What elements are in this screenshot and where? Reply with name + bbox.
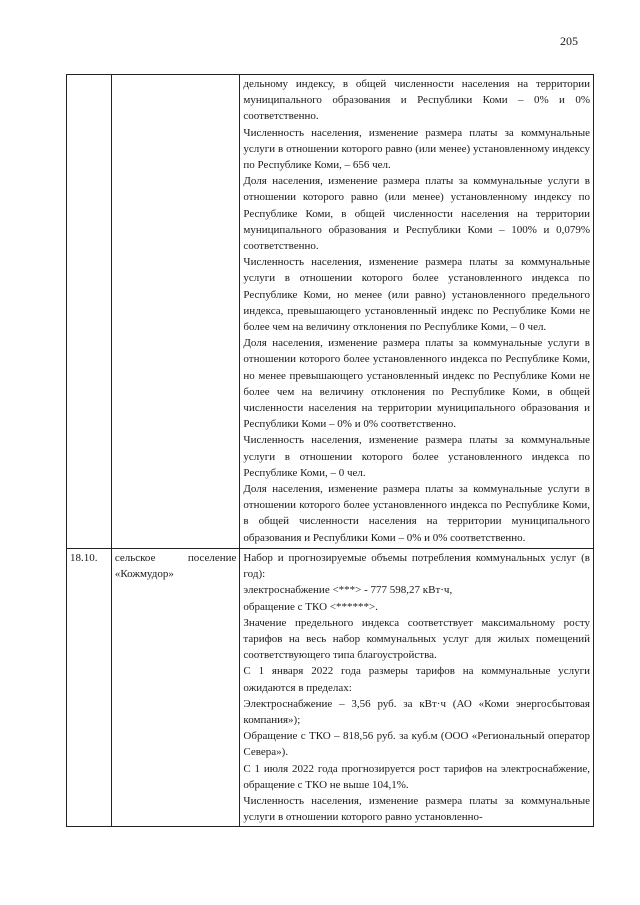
- settlement-type-word: поселение: [187, 552, 237, 564]
- row-number-cell: [67, 549, 112, 827]
- paragraph: Электроснабжение – 3,56 руб. за кВт·ч (АО «Коми энергосбытовая компания»);: [243, 697, 590, 727]
- paragraph: С 1 января 2022 года размеры тарифов на коммунальные услуги ожидаются в пределах:: [243, 665, 590, 694]
- description-cell: [240, 75, 594, 549]
- paragraph: Доля населения, изменение размера платы за коммунальные услуги в отношении которого равно (или менее) установленному индексу по Республике Коми, в общей численности населения на территории муниципального образования и Республики Коми – 100% и 0,079% соответственно.: [243, 175, 590, 253]
- paragraph: электроснабжение <***> - 777 598,27 кВт·ч,: [243, 584, 453, 597]
- page-number: 205: [560, 34, 578, 48]
- paragraph: Доля населения, изменение размера платы за коммунальные услуги в отношении которого более установленного индекса по Республике Коми, но менее превышающего установленный индекс по Республике Коми не более чем на величину отклонения по Республике Коми, в общей численности населения на территории муниципального образования и Республики Коми – 0% и 0% соответственно.: [243, 337, 590, 431]
- settlement-type-word: сельское: [114, 552, 156, 564]
- paragraph: дельному индексу, в общей численности населения на территории муниципального образования и Республики Коми – 0% и 0% соответственно.: [243, 78, 590, 123]
- settlement-name-cell: [111, 549, 240, 827]
- paragraph: С 1 июля 2022 года прогнозируется рост тарифов на электроснабжение, обращение с ТКО не выше 104,1%.: [243, 762, 590, 791]
- paragraph: обращение с ТКО <******>.: [243, 600, 378, 613]
- table-row: [67, 75, 594, 549]
- paragraph: Доля населения, изменение размера платы за коммунальные услуги в отношении которого более установленного индекса по Республике Коми, в общей численности населения на территории муниципального образования и Республики Коми – 0% и 0% соответственно.: [243, 483, 590, 544]
- paragraph: Значение предельного индекса соответствует максимальному росту тарифов на весь набор коммунальных услуг для жилых помещений соответствующего типа благоустройства.: [243, 616, 590, 662]
- paragraph: Численность населения, изменение размера платы за коммунальные услуги в отношении которого равно (или менее) установленному индексу по Республике Коми, – 656 чел.: [243, 126, 590, 172]
- settlement-type: [115, 550, 237, 566]
- row-number: 18.10.: [70, 552, 98, 564]
- row-number-cell: [67, 75, 112, 549]
- document-table: [66, 74, 594, 827]
- paragraph: Численность населения, изменение размера платы за коммунальные услуги в отношении которого более установленного индекса по Республике Коми, но менее (или равно) установленного предельного индекса, превышающего установленный индекс по Республике Коми не более чем на величину отклонения по Республике Коми, – 0 чел.: [243, 256, 590, 334]
- paragraph: Обращение с ТКО – 818,56 руб. за куб.м (ООО «Региональный оператор Севера»).: [243, 730, 590, 759]
- description-cell: [240, 549, 594, 827]
- settlement-name: «Кожмудор»: [114, 568, 174, 581]
- table-row: [67, 549, 594, 827]
- paragraph: Численность населения, изменение размера платы за коммунальные услуги в отношении которого равно установленно-: [243, 795, 590, 824]
- settlement-name-cell: [111, 75, 240, 549]
- paragraph: Набор и прогнозируемые объемы потребления коммунальных услуг (в год):: [243, 552, 590, 581]
- paragraph: Численность населения, изменение размера платы за коммунальные услуги в отношении которого более установленного индекса по Республике Коми, – 0 чел.: [243, 434, 590, 479]
